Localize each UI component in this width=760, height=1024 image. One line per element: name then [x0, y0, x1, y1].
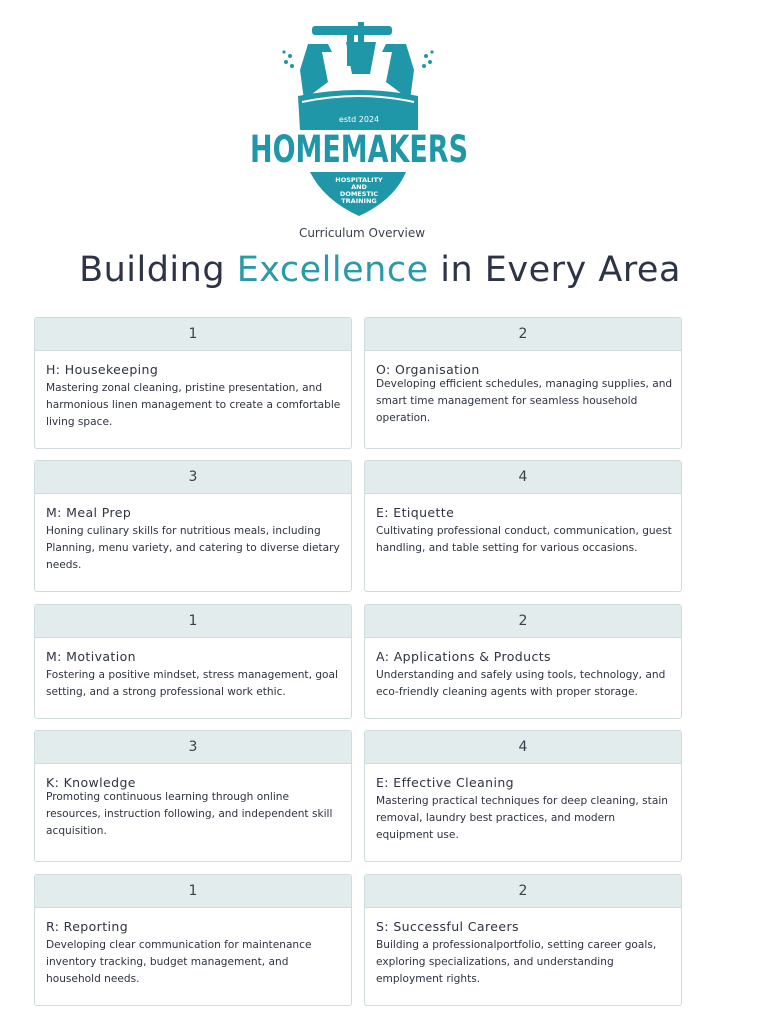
card-number: 2 — [365, 318, 681, 351]
card-title: A: Applications & Products — [376, 649, 551, 664]
card-title: E: Etiquette — [376, 505, 455, 520]
card-description: Promoting continuous learning through online resources, instruction following, and independent skill acquisition. — [46, 791, 333, 837]
card-description: Cultivating professional conduct, communication, guest handling, and table setting for various occasions. — [376, 525, 672, 554]
logo-tagline-4: TRAINING — [341, 197, 377, 205]
card-number: 3 — [35, 731, 351, 764]
card-number: 4 — [365, 461, 681, 494]
card-title: E: Effective Cleaning — [376, 775, 514, 790]
headline-accent: Excellence — [236, 250, 429, 290]
card-description: Honing culinary skills for nutritious meals, including Planning, menu variety, and catering to diverse dietary needs. — [46, 525, 340, 571]
curriculum-card — [364, 317, 682, 449]
card-description: Mastering practical techniques for deep cleaning, stain removal, laundry best practices, and modern equipment use. — [376, 795, 668, 841]
curriculum-card — [364, 730, 682, 862]
curriculum-card — [34, 317, 352, 449]
logo-tagline-3: DOMESTIC — [339, 190, 379, 198]
card-title: H: Housekeeping — [46, 362, 159, 377]
card-description: Understanding and safely using tools, technology, and eco-friendly cleaning agents with proper storage. — [376, 669, 666, 698]
card-number: 2 — [365, 875, 681, 908]
card-number: 1 — [35, 318, 351, 351]
card-description: Fostering a positive mindset, stress management, goal setting, and a strong professional work ethic. — [46, 669, 338, 698]
card-number: 4 — [365, 731, 681, 764]
card-title: M: Meal Prep — [46, 505, 132, 520]
curriculum-card — [34, 874, 352, 1006]
card-description: Developing clear communication for maintenance inventory tracking, budget management, and household needs. — [46, 939, 312, 985]
curriculum-card — [34, 460, 352, 592]
curriculum-card — [34, 730, 352, 862]
card-number: 1 — [35, 875, 351, 908]
headline-suffix: in Every Area — [428, 250, 681, 290]
card-number: 2 — [365, 605, 681, 638]
logo-established: estd 2024 — [338, 115, 380, 124]
homemakers-logo — [246, 22, 472, 222]
logo-tagline-2: AND — [351, 183, 367, 191]
card-description: Building a professionalportfolio, setting career goals, exploring specializations, and understanding employment rights. — [376, 939, 657, 985]
curriculum-card — [364, 874, 682, 1006]
card-title: K: Knowledge — [46, 775, 136, 790]
card-description: Developing efficient schedules, managing supplies, and smart time management for seamless household operation. — [376, 378, 673, 424]
page-headline — [0, 250, 760, 290]
card-description: Mastering zonal cleaning, pristine presentation, and harmonious linen management to create a comfortable living space. — [46, 382, 341, 428]
headline-prefix: Building — [79, 250, 237, 290]
curriculum-card — [34, 604, 352, 719]
card-title: M: Motivation — [46, 649, 136, 664]
curriculum-card — [364, 604, 682, 719]
curriculum-card — [364, 460, 682, 592]
card-title: S: Successful Careers — [376, 919, 519, 934]
logo-brand: HOMEMAKERS — [250, 128, 468, 171]
card-number: 1 — [35, 605, 351, 638]
logo-tagline-1: HOSPITALITY — [335, 176, 383, 184]
card-title: O: Organisation — [376, 362, 480, 377]
page-subtitle: Curriculum Overview — [298, 226, 426, 240]
card-title: R: Reporting — [46, 919, 129, 934]
card-number: 3 — [35, 461, 351, 494]
